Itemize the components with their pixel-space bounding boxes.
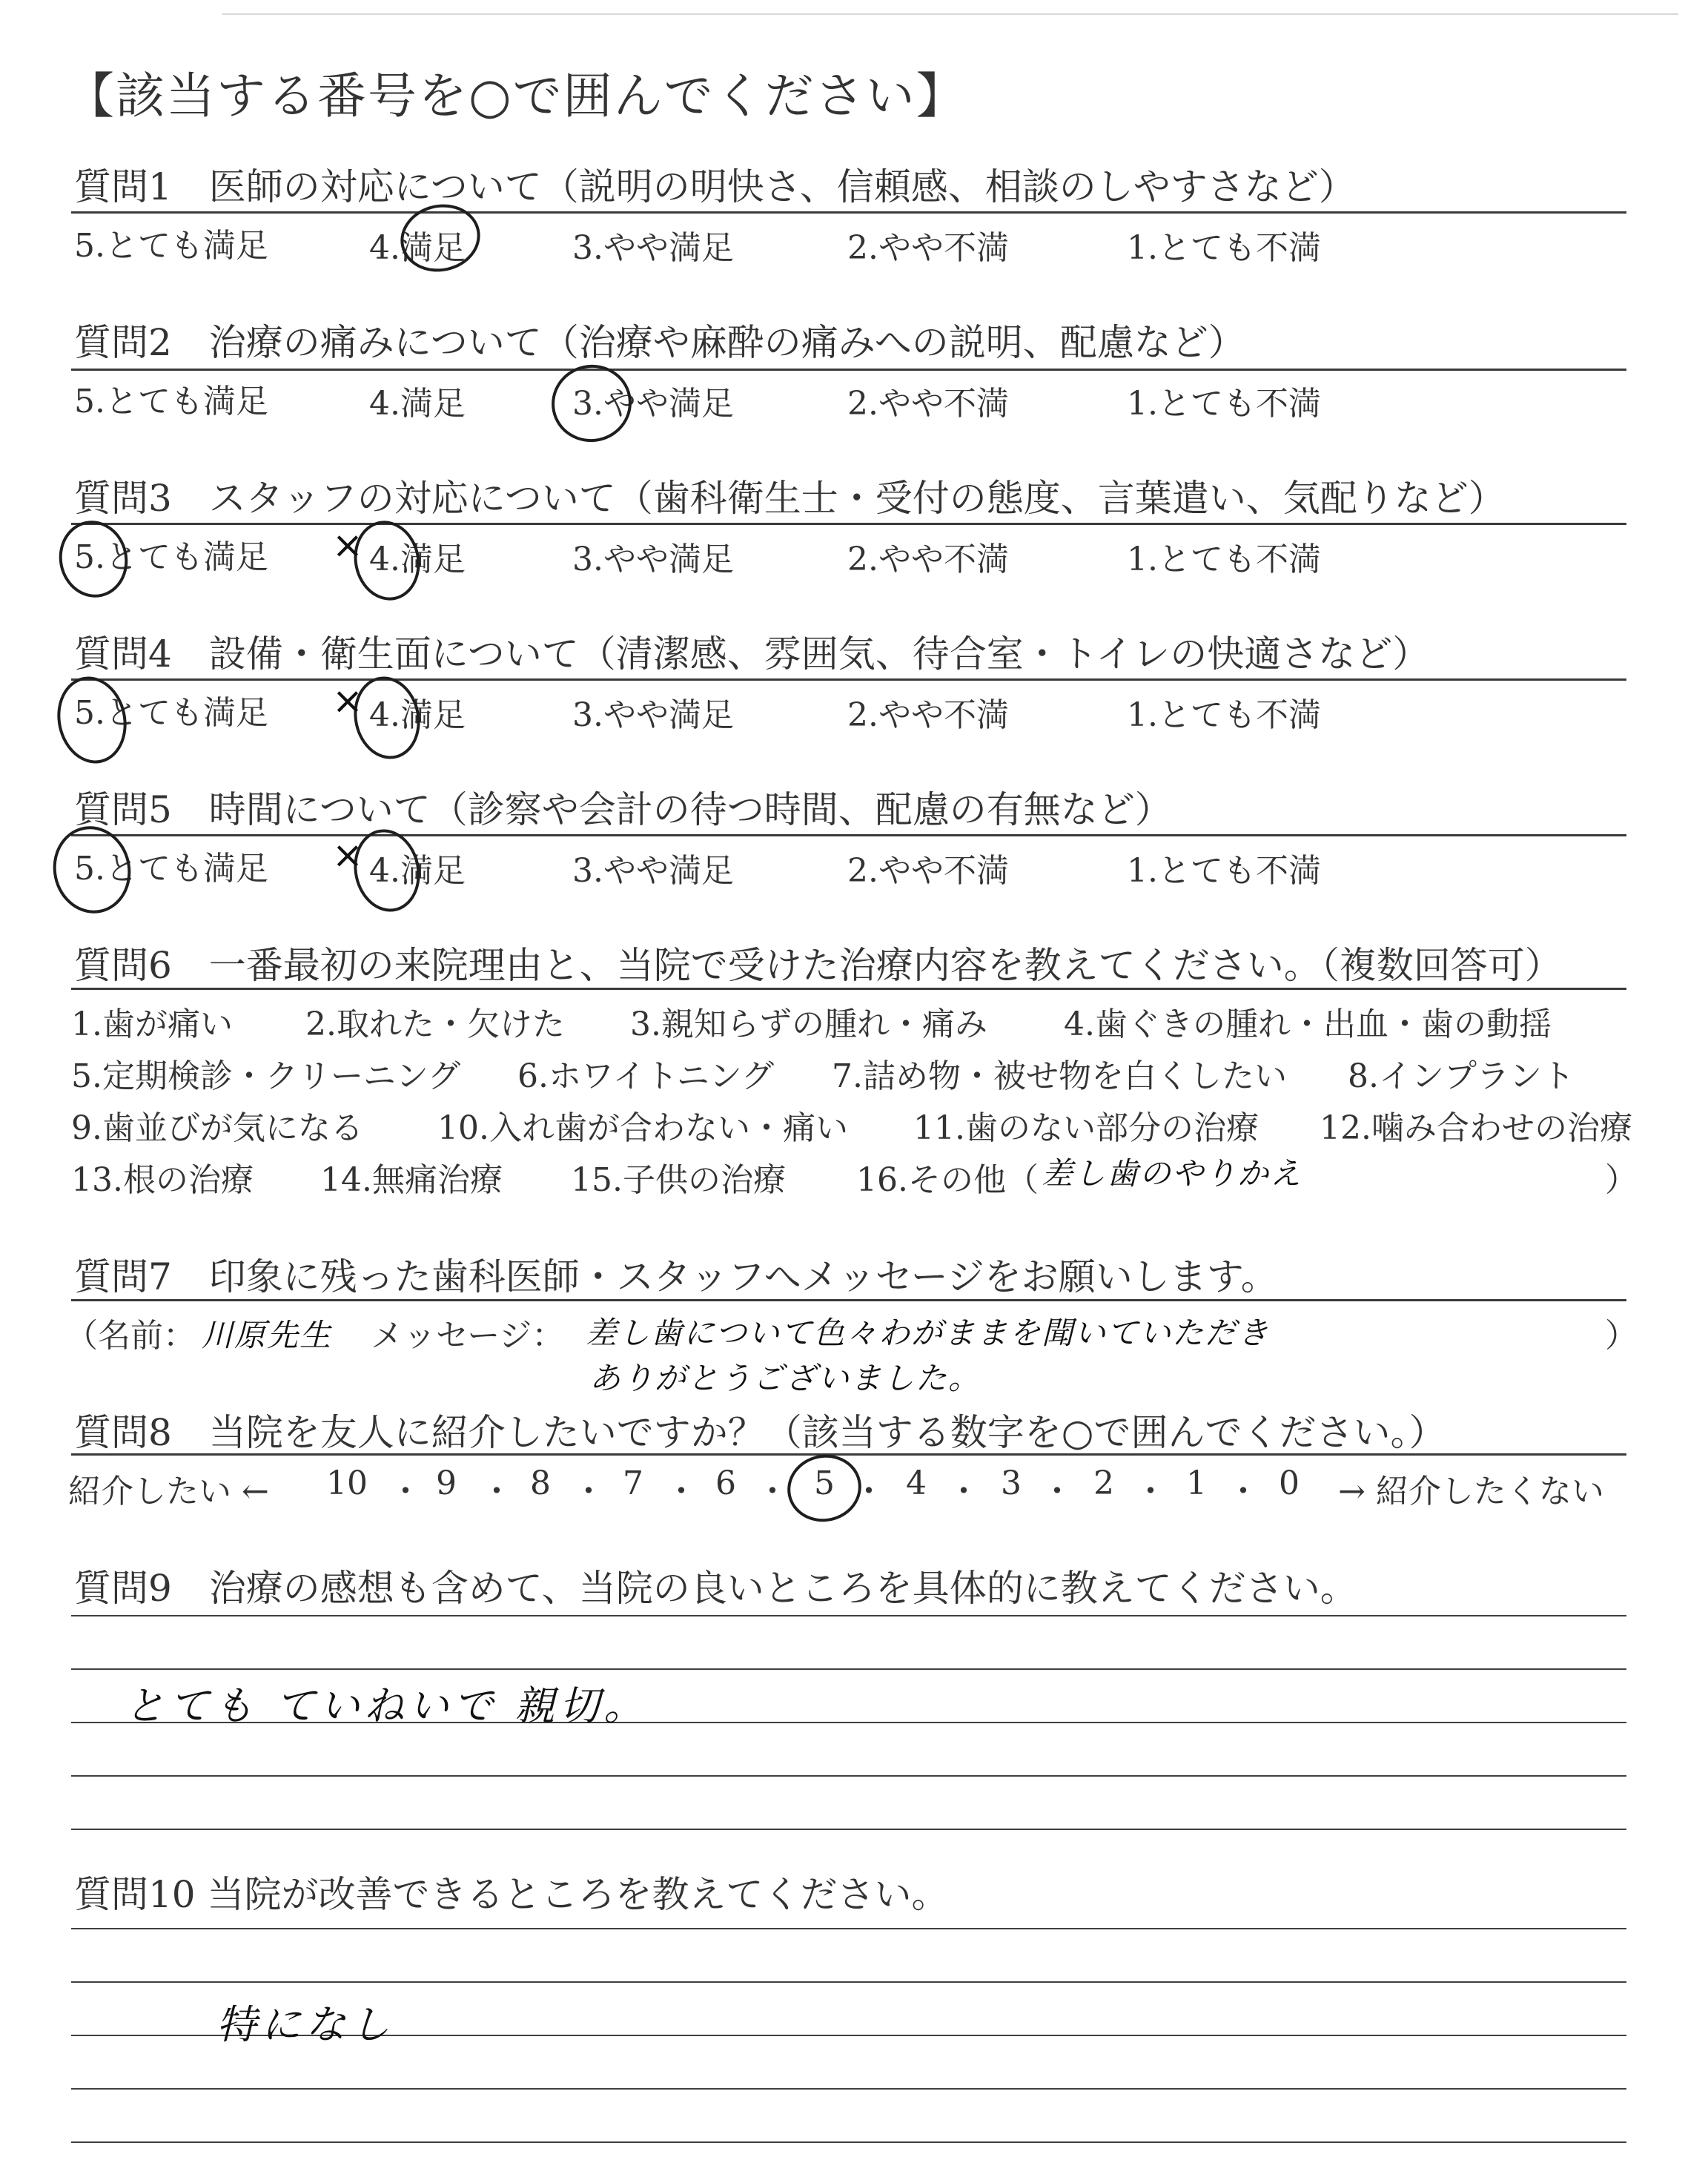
q6-option-1[interactable]: 1.歯が痛い <box>71 1005 233 1043</box>
q8-separator: ・ <box>947 1473 980 1510</box>
q3-selection-circle <box>52 515 135 604</box>
q3-option-5[interactable]: 5.とても満足 <box>74 538 268 576</box>
top-edge-rule <box>222 13 1678 15</box>
q10-answer-line <box>71 1928 1626 1929</box>
q5-option-3[interactable]: 3.やや満足 <box>572 852 734 890</box>
q3-option-1[interactable]: 1.とても不満 <box>1127 541 1321 578</box>
q8-scale-5[interactable]: 5 <box>814 1464 835 1502</box>
q8-heading: 質問8 当院を友人に紹介したいですか？（該当する数字を○で囲んでください。） <box>74 1411 1446 1454</box>
q10-answer-line <box>71 1981 1626 1983</box>
q6-option-11[interactable]: 11.歯のない部分の治療 <box>913 1109 1259 1147</box>
q10-heading: 質問10 当院が改善できるところを教えてください。 <box>74 1873 949 1916</box>
q6-heading: 質問6 一番最初の来院理由と、当院で受けた治療内容を教えてください。（複数回答可） <box>74 944 1562 987</box>
q6-option-3[interactable]: 3.親知らずの腫れ・痛み <box>630 1005 987 1043</box>
q8-right-label: → 紹介したくない <box>1338 1473 1604 1510</box>
q6-option-2[interactable]: 2.取れた・欠けた <box>305 1005 565 1043</box>
q8-scale-2[interactable]: 2 <box>1093 1464 1114 1502</box>
q6-option-4[interactable]: 4.歯ぐきの腫れ・出血・歯の動揺 <box>1064 1005 1552 1043</box>
q1-option-5[interactable]: 5.とても満足 <box>74 227 268 265</box>
q5-option-2[interactable]: 2.やや不満 <box>847 852 1009 890</box>
q8-separator: ・ <box>1041 1473 1073 1510</box>
q8-scale-3[interactable]: 3 <box>1001 1464 1022 1502</box>
q3-option-2[interactable]: 2.やや不満 <box>847 541 1009 578</box>
q8-separator: ・ <box>572 1473 605 1510</box>
q8-scale-6[interactable]: 6 <box>715 1464 736 1502</box>
q4-option-5[interactable]: 5.とても満足 <box>74 694 268 732</box>
q4-option-1[interactable]: 1.とても不満 <box>1127 696 1321 734</box>
q9-heading: 質問9 治療の感想も含めて、当院の良いところを具体的に教えてください。 <box>74 1567 1357 1610</box>
q6-option-10[interactable]: 10.入れ歯が合わない・痛い <box>437 1109 848 1147</box>
q7-rule <box>71 1299 1626 1301</box>
q8-scale-10[interactable]: 10 <box>326 1464 368 1502</box>
q10-answer-line <box>71 2088 1626 2090</box>
q1-option-1[interactable]: 1.とても不満 <box>1127 229 1321 267</box>
q1-rule <box>71 211 1626 214</box>
q6-option-16[interactable]: 16.その他（ <box>856 1161 1039 1199</box>
q1-option-3[interactable]: 3.やや満足 <box>572 229 734 267</box>
q5-heading: 質問5 時間について（診察や会計の待つ時間、配慮の有無など） <box>74 788 1172 831</box>
q8-scale-4[interactable]: 4 <box>906 1464 927 1502</box>
q7-message-handwritten-line1: 差し歯について色々わがままを聞いていただき <box>586 1315 1271 1351</box>
q1-option-4[interactable]: 4.満足 <box>369 229 466 267</box>
q4-option-4[interactable]: 4.満足 <box>369 696 466 734</box>
q1-option-2[interactable]: 2.やや不満 <box>847 229 1009 267</box>
q9-answer-line <box>71 1668 1626 1670</box>
q9-answer-line <box>71 1829 1626 1830</box>
q4-option-3[interactable]: 3.やや満足 <box>572 696 734 734</box>
q6-close-paren: ） <box>1605 1161 1638 1199</box>
q9-answer-handwritten: とても ていねいで 親切。 <box>125 1682 649 1729</box>
q6-option-6[interactable]: 6.ホワイトニング <box>517 1057 775 1095</box>
q6-rule <box>71 988 1626 990</box>
q6-option-12[interactable]: 12.噛み合わせの治療 <box>1320 1109 1632 1147</box>
q6-option-15[interactable]: 15.子供の治療 <box>571 1161 786 1199</box>
q2-option-3[interactable]: 3.やや満足 <box>572 385 734 423</box>
q5-rule <box>71 834 1626 836</box>
q8-scale-1[interactable]: 1 <box>1186 1464 1207 1502</box>
q2-option-1[interactable]: 1.とても不満 <box>1127 385 1321 423</box>
q8-rule <box>71 1453 1626 1456</box>
q4-option-2[interactable]: 2.やや不満 <box>847 696 1009 734</box>
q4-heading: 質問4 設備・衛生面について（清潔感、雰囲気、待合室・トイレの快適さなど） <box>74 633 1430 676</box>
q6-option-9[interactable]: 9.歯並びが気になる <box>71 1109 363 1147</box>
q2-heading: 質問2 治療の痛みについて（治療や麻酔の痛みへの説明、配慮など） <box>74 321 1245 364</box>
q7-heading: 質問7 印象に残った歯科医師・スタッフへメッセージをお願いします。 <box>74 1255 1278 1298</box>
q6-option-14[interactable]: 14.無痛治療 <box>320 1161 503 1199</box>
q8-scale-7[interactable]: 7 <box>623 1464 643 1502</box>
q2-option-4[interactable]: 4.満足 <box>369 385 466 423</box>
q8-separator: ・ <box>665 1473 698 1510</box>
q5-cross-out-mark: × <box>332 833 363 876</box>
q7-close-paren: ） <box>1605 1317 1638 1355</box>
q3-rule <box>71 523 1626 525</box>
q8-selection-circle <box>781 1448 868 1529</box>
q8-separator: ・ <box>480 1473 513 1510</box>
q3-cross-out-mark: × <box>332 524 363 567</box>
q5-option-5[interactable]: 5.とても満足 <box>74 850 268 888</box>
q2-option-5[interactable]: 5.とても満足 <box>74 383 268 420</box>
q6-option-7[interactable]: 7.詰め物・被せ物を白くしたい <box>832 1057 1287 1095</box>
q4-rule <box>71 678 1626 681</box>
q7-message-label: メッセージ： <box>371 1317 565 1355</box>
q3-heading: 質問3 スタッフの対応について（歯科衛生士・受付の態度、言葉遣い、気配りなど） <box>74 477 1506 520</box>
q8-scale-9[interactable]: 9 <box>436 1464 457 1502</box>
q7-message-handwritten-line2: ありがとうございました。 <box>589 1360 982 1396</box>
q7-name-label: （名前： <box>65 1317 196 1355</box>
q8-separator: ・ <box>1227 1473 1260 1510</box>
q8-separator: ・ <box>756 1473 789 1510</box>
q3-option-3[interactable]: 3.やや満足 <box>572 541 734 578</box>
q5-option-4[interactable]: 4.満足 <box>369 852 466 890</box>
q1-heading: 質問1 医師の対応について（説明の明快さ、信頼感、相談のしやすさなど） <box>74 165 1356 208</box>
q7-name-handwritten: 川原先生 <box>202 1317 333 1353</box>
q9-answer-line <box>71 1775 1626 1777</box>
q3-option-4[interactable]: 4.満足 <box>369 541 466 578</box>
q8-separator: ・ <box>853 1473 885 1510</box>
q4-cross-out-mark: × <box>332 679 363 722</box>
q4-selection-circle <box>50 670 135 770</box>
q6-other-handwritten: 差し歯のやりかえ <box>1042 1155 1303 1192</box>
q5-option-1[interactable]: 1.とても不満 <box>1127 852 1321 890</box>
q2-selection-circle <box>544 357 638 449</box>
q6-option-5[interactable]: 5.定期検診・クリーニング <box>71 1057 461 1095</box>
q9-answer-line <box>71 1615 1626 1616</box>
q2-option-2[interactable]: 2.やや不満 <box>847 385 1009 423</box>
page-title: 【該当する番号を○で囲んでください】 <box>65 67 967 125</box>
q2-rule <box>71 369 1626 371</box>
q6-option-13[interactable]: 13.根の治療 <box>71 1161 254 1199</box>
q10-answer-line <box>71 2141 1626 2143</box>
q8-left-label: 紹介したい ← <box>68 1473 269 1510</box>
q8-separator: ・ <box>1134 1473 1167 1510</box>
q8-scale-8[interactable]: 8 <box>530 1464 551 1502</box>
q6-option-8[interactable]: 8.インプラント <box>1348 1057 1575 1095</box>
q8-separator: ・ <box>389 1473 422 1510</box>
q10-answer-handwritten: 特になし <box>216 2001 394 2048</box>
q8-scale-0[interactable]: 0 <box>1279 1464 1300 1502</box>
